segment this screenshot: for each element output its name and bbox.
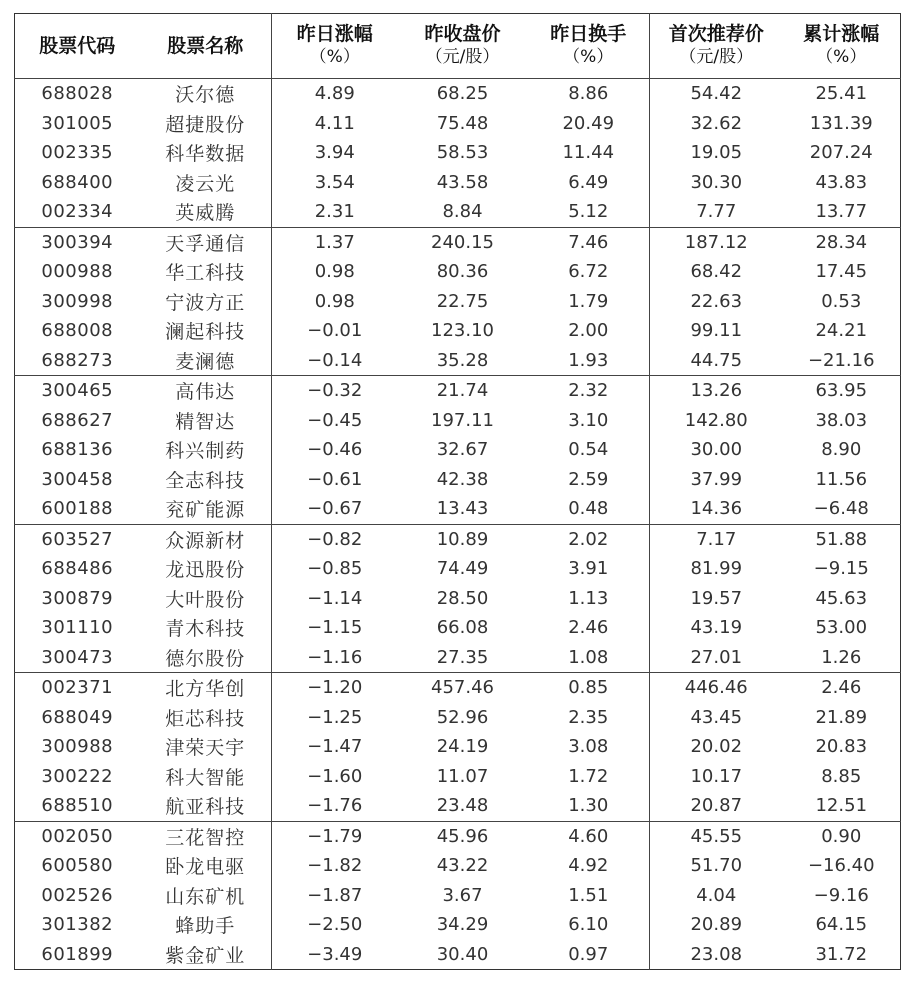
prev-turnover-cell: 2.02 <box>528 524 650 554</box>
prev-turnover-cell: 3.91 <box>528 554 650 584</box>
stock-name-cell: 龙迅股份 <box>140 554 272 584</box>
header-stock-code: 股票代码 <box>15 14 140 79</box>
prev-change-cell: −0.85 <box>307 558 363 580</box>
stock-code-cell: 000988 <box>41 261 114 283</box>
cumulative-change-cell: −21.16 <box>783 346 901 376</box>
prev-turnover-cell: 1.08 <box>528 643 650 673</box>
stock-code-cell: 688028 <box>41 83 114 105</box>
cumulative-change-cell: 8.90 <box>821 439 862 461</box>
stock-code-cell: 301382 <box>41 914 114 936</box>
header-first-rec-price: 首次推荐价 （元/股） <box>650 14 783 79</box>
prev-turnover-cell: 0.85 <box>528 673 650 703</box>
first-rec-price-cell: 7.17 <box>696 528 737 550</box>
stock-name-cell: 蜂助手 <box>140 910 272 940</box>
prev-close-cell: 3.67 <box>442 884 483 906</box>
table-row <box>15 851 901 881</box>
stock-name-cell: 北方华创 <box>140 673 272 703</box>
prev-close-cell: 27.35 <box>398 643 528 673</box>
table-row <box>15 791 901 821</box>
cumulative-change-cell: 12.51 <box>783 791 901 821</box>
prev-change-cell: −0.61 <box>307 468 363 490</box>
header-row <box>15 14 901 79</box>
prev-close-cell: 42.38 <box>436 468 489 490</box>
cumulative-change-cell: 20.83 <box>815 736 868 758</box>
prev-change-cell: −0.46 <box>307 439 363 461</box>
prev-change-cell: −1.60 <box>307 765 363 787</box>
cumulative-change-cell: 31.72 <box>815 943 868 965</box>
prev-turnover-cell: 3.08 <box>528 732 650 762</box>
prev-turnover-cell: 1.93 <box>528 346 650 376</box>
first-rec-price-cell: 142.80 <box>684 409 748 431</box>
prev-turnover-cell: 2.35 <box>528 703 650 733</box>
cumulative-change-cell: 53.00 <box>815 617 868 639</box>
prev-close-cell: 23.48 <box>398 791 528 821</box>
stock-name-cell: 科华数据 <box>140 138 272 168</box>
stock-name-cell: 华工科技 <box>140 257 272 287</box>
prev-change-cell: 4.11 <box>314 112 355 134</box>
cumulative-change-cell: 63.95 <box>815 380 868 402</box>
prev-change-cell: −1.16 <box>272 643 398 673</box>
first-rec-price-cell: 19.57 <box>690 587 743 609</box>
cumulative-change-cell: 0.90 <box>821 825 862 847</box>
prev-turnover-cell: 1.51 <box>528 881 650 911</box>
prev-close-cell: 197.11 <box>431 409 494 431</box>
stock-code-cell: 300465 <box>41 380 114 402</box>
stock-name-cell: 兖矿能源 <box>140 494 272 524</box>
stock-name-cell: 超捷股份 <box>140 109 272 139</box>
prev-turnover-cell: 6.72 <box>528 257 650 287</box>
prev-close-cell: 8.84 <box>398 197 528 227</box>
prev-change-cell: 0.98 <box>314 261 355 283</box>
stock-code-cell: 301110 <box>41 617 114 639</box>
stock-name-cell: 高伟达 <box>140 376 272 406</box>
prev-turnover-cell: 1.30 <box>528 791 650 821</box>
cumulative-change-cell: −9.15 <box>813 558 869 580</box>
table-row <box>15 109 901 139</box>
prev-close-cell: 75.48 <box>436 112 489 134</box>
table-row <box>15 287 901 317</box>
header-prev-close: 昨收盘价 （元/股） <box>398 14 528 79</box>
prev-close-cell: 28.50 <box>436 587 489 609</box>
prev-close-cell: 10.89 <box>436 528 489 550</box>
prev-change-cell: −1.15 <box>307 617 363 639</box>
table-row <box>15 435 901 465</box>
table-row <box>15 197 901 227</box>
stock-name-cell: 三花智控 <box>140 821 272 851</box>
prev-change-cell: −0.01 <box>307 320 363 342</box>
cumulative-change-cell: −6.48 <box>783 494 901 524</box>
stock-code-cell: 688273 <box>15 346 140 376</box>
first-rec-price-cell: 7.77 <box>650 197 783 227</box>
prev-change-cell: −1.14 <box>307 587 363 609</box>
table-row <box>15 316 901 346</box>
first-rec-price-cell: 19.05 <box>690 142 743 164</box>
first-rec-price-cell: 37.99 <box>690 468 743 490</box>
table-body <box>15 79 901 970</box>
prev-turnover-cell: 6.49 <box>528 168 650 198</box>
stock-name-cell: 科大智能 <box>140 762 272 792</box>
stock-name-cell: 精智达 <box>140 406 272 436</box>
prev-change-cell: −3.49 <box>307 943 363 965</box>
prev-turnover-cell: 0.97 <box>528 940 650 970</box>
stock-name-cell: 紫金矿业 <box>140 940 272 970</box>
prev-turnover-cell: 4.60 <box>528 821 650 851</box>
prev-change-cell: 3.54 <box>314 171 355 193</box>
first-rec-price-cell: 43.19 <box>690 617 743 639</box>
table-row <box>15 346 901 376</box>
stock-code-cell: 300222 <box>41 765 114 787</box>
prev-change-cell: −1.82 <box>307 855 363 877</box>
first-rec-price-cell: 30.00 <box>690 439 743 461</box>
table-row <box>15 821 901 851</box>
stock-code-cell: 300988 <box>41 736 114 758</box>
prev-turnover-cell: 8.86 <box>528 79 650 109</box>
cumulative-change-cell: 11.56 <box>815 468 868 490</box>
first-rec-price-cell: 54.42 <box>690 83 743 105</box>
stock-name-cell: 青木科技 <box>140 613 272 643</box>
cumulative-change-cell: 2.46 <box>821 677 862 699</box>
prev-change-cell: −0.32 <box>307 380 363 402</box>
cumulative-change-cell: 38.03 <box>815 409 868 431</box>
prev-turnover-cell: 4.92 <box>528 851 650 881</box>
prev-turnover-cell: 6.10 <box>528 910 650 940</box>
prev-close-cell: 13.43 <box>398 494 528 524</box>
first-rec-price-cell: 20.89 <box>690 914 743 936</box>
prev-turnover-cell: 7.46 <box>528 227 650 257</box>
cumulative-change-cell: 45.63 <box>815 587 868 609</box>
header-cumulative-change: 累计涨幅 （%） <box>783 14 901 79</box>
first-rec-price-cell: 32.62 <box>690 112 743 134</box>
stock-name-cell: 全志科技 <box>140 465 272 495</box>
first-rec-price-cell: 44.75 <box>650 346 783 376</box>
cumulative-change-cell: 17.45 <box>815 261 868 283</box>
prev-change-cell: −0.82 <box>307 528 363 550</box>
stock-table <box>14 13 901 970</box>
first-rec-price-cell: 30.30 <box>690 171 743 193</box>
stock-code-cell: 002050 <box>41 825 114 847</box>
stock-code-cell: 002526 <box>41 884 114 906</box>
first-rec-price-cell: 20.87 <box>650 791 783 821</box>
stock-name-cell: 卧龙电驱 <box>140 851 272 881</box>
first-rec-price-cell: 22.63 <box>690 290 743 312</box>
prev-turnover-cell: 5.12 <box>528 197 650 227</box>
cumulative-change-cell: 207.24 <box>809 142 873 164</box>
cumulative-change-cell: 8.85 <box>821 765 862 787</box>
cumulative-change-cell: 13.77 <box>783 197 901 227</box>
stock-code-cell: 300879 <box>41 587 114 609</box>
table-row <box>15 762 901 792</box>
prev-close-cell: 34.29 <box>436 914 489 936</box>
stock-name-cell: 凌云光 <box>140 168 272 198</box>
header-prev-change: 昨日涨幅 （%） <box>272 14 398 79</box>
stock-name-cell: 英威腾 <box>140 197 272 227</box>
stock-name-cell: 宁波方正 <box>140 287 272 317</box>
prev-close-cell: 80.36 <box>436 261 489 283</box>
table-row <box>15 910 901 940</box>
prev-change-cell: 3.94 <box>314 142 355 164</box>
first-rec-price-cell: 27.01 <box>650 643 783 673</box>
prev-change-cell: −0.14 <box>272 346 398 376</box>
cumulative-change-cell: 43.83 <box>815 171 868 193</box>
stock-code-cell: 603527 <box>41 528 114 550</box>
prev-turnover-cell: 11.44 <box>528 138 650 168</box>
table-row <box>15 227 901 257</box>
prev-close-cell: 43.22 <box>436 855 489 877</box>
prev-turnover-cell: 0.54 <box>528 435 650 465</box>
cumulative-change-cell: 25.41 <box>815 83 868 105</box>
table-row <box>15 643 901 673</box>
prev-change-cell: −1.20 <box>307 677 363 699</box>
stock-name-cell: 大叶股份 <box>140 584 272 614</box>
prev-turnover-cell: 1.13 <box>528 584 650 614</box>
stock-code-cell: 688136 <box>41 439 114 461</box>
stock-name-cell: 津荣天宇 <box>140 732 272 762</box>
stock-name-cell: 澜起科技 <box>140 316 272 346</box>
prev-close-cell: 21.74 <box>436 380 489 402</box>
first-rec-price-cell: 446.46 <box>684 677 748 699</box>
prev-close-cell: 66.08 <box>436 617 489 639</box>
header-prev-turnover: 昨日换手 （%） <box>528 14 650 79</box>
first-rec-price-cell: 20.02 <box>690 736 743 758</box>
first-rec-price-cell: 13.26 <box>690 380 743 402</box>
stock-name-cell: 麦澜德 <box>140 346 272 376</box>
stock-code-cell: 688008 <box>41 320 114 342</box>
table-row <box>15 79 901 109</box>
first-rec-price-cell: 43.45 <box>690 706 743 728</box>
table-row <box>15 584 901 614</box>
table-row <box>15 732 901 762</box>
stock-code-cell: 300394 <box>41 231 114 253</box>
prev-turnover-cell: 2.46 <box>528 613 650 643</box>
first-rec-price-cell: 187.12 <box>684 231 748 253</box>
prev-close-cell: 45.96 <box>436 825 489 847</box>
prev-change-cell: −1.47 <box>307 736 363 758</box>
first-rec-price-cell: 68.42 <box>690 261 743 283</box>
first-rec-price-cell: 51.70 <box>690 855 743 877</box>
stock-code-cell: 300998 <box>41 290 114 312</box>
first-rec-price-cell: 4.04 <box>696 884 737 906</box>
prev-close-cell: 240.15 <box>431 231 494 253</box>
prev-turnover-cell: 20.49 <box>528 109 650 139</box>
cumulative-change-cell: 1.26 <box>783 643 901 673</box>
stock-code-cell: 002335 <box>41 142 114 164</box>
stock-code-cell: 688510 <box>15 791 140 821</box>
table-row <box>15 613 901 643</box>
header-stock-name: 股票名称 <box>140 14 272 79</box>
prev-turnover-cell: 1.79 <box>528 287 650 317</box>
prev-change-cell: −1.79 <box>307 825 363 847</box>
first-rec-price-cell: 81.99 <box>690 558 743 580</box>
table-row <box>15 881 901 911</box>
stock-code-cell: 688400 <box>41 171 114 193</box>
stock-name-cell: 众源新材 <box>140 524 272 554</box>
prev-change-cell: 0.98 <box>314 290 355 312</box>
prev-change-cell: −0.45 <box>307 409 363 431</box>
table-row <box>15 494 901 524</box>
prev-close-cell: 22.75 <box>436 290 489 312</box>
cumulative-change-cell: 64.15 <box>815 914 868 936</box>
prev-turnover-cell: 3.10 <box>528 406 650 436</box>
table-row <box>15 524 901 554</box>
table-row <box>15 673 901 703</box>
prev-turnover-cell: 2.59 <box>528 465 650 495</box>
stock-code-cell: 688627 <box>41 409 114 431</box>
table-row <box>15 465 901 495</box>
table-row <box>15 257 901 287</box>
first-rec-price-cell: 23.08 <box>690 943 743 965</box>
prev-close-cell: 24.19 <box>436 736 489 758</box>
table-row <box>15 554 901 584</box>
stock-code-cell: 600188 <box>15 494 140 524</box>
prev-close-cell: 74.49 <box>436 558 489 580</box>
stock-name-cell: 天孚通信 <box>140 227 272 257</box>
prev-close-cell: 52.96 <box>436 706 489 728</box>
stock-name-cell: 炬芯科技 <box>140 703 272 733</box>
stock-name-cell: 德尔股份 <box>140 643 272 673</box>
stock-code-cell: 601899 <box>41 943 114 965</box>
prev-close-cell: 43.58 <box>436 171 489 193</box>
prev-change-cell: −1.25 <box>307 706 363 728</box>
stock-code-cell: 300458 <box>41 468 114 490</box>
prev-change-cell: 4.89 <box>314 83 355 105</box>
stock-code-cell: 600580 <box>41 855 114 877</box>
first-rec-price-cell: 45.55 <box>690 825 743 847</box>
stock-name-cell: 山东矿机 <box>140 881 272 911</box>
table-row <box>15 376 901 406</box>
cumulative-change-cell: −9.16 <box>813 884 869 906</box>
prev-turnover-cell: 0.48 <box>528 494 650 524</box>
stock-code-cell: 688049 <box>41 706 114 728</box>
prev-change-cell: 1.37 <box>314 231 355 253</box>
prev-change-cell: −0.67 <box>272 494 398 524</box>
cumulative-change-cell: 21.89 <box>815 706 868 728</box>
prev-change-cell: −1.76 <box>272 791 398 821</box>
stock-name-cell: 科兴制药 <box>140 435 272 465</box>
prev-close-cell: 11.07 <box>436 765 489 787</box>
cumulative-change-cell: 28.34 <box>815 231 868 253</box>
prev-turnover-cell: 2.00 <box>528 316 650 346</box>
prev-turnover-cell: 1.72 <box>528 762 650 792</box>
prev-turnover-cell: 2.32 <box>528 376 650 406</box>
prev-change-cell: −1.87 <box>307 884 363 906</box>
prev-close-cell: 123.10 <box>431 320 494 342</box>
prev-close-cell: 35.28 <box>398 346 528 376</box>
prev-change-cell: −2.50 <box>307 914 363 936</box>
first-rec-price-cell: 10.17 <box>690 765 743 787</box>
stock-code-cell: 301005 <box>41 112 114 134</box>
stock-code-cell: 002334 <box>15 197 140 227</box>
stock-code-cell: 688486 <box>41 558 114 580</box>
prev-close-cell: 58.53 <box>436 142 489 164</box>
first-rec-price-cell: 14.36 <box>650 494 783 524</box>
cumulative-change-cell: 131.39 <box>809 112 873 134</box>
stock-code-cell: 300473 <box>15 643 140 673</box>
stock-code-cell: 002371 <box>41 677 114 699</box>
cumulative-change-cell: 51.88 <box>815 528 868 550</box>
prev-close-cell: 32.67 <box>436 439 489 461</box>
prev-close-cell: 30.40 <box>436 943 489 965</box>
prev-close-cell: 457.46 <box>431 677 494 699</box>
stock-name-cell: 沃尔德 <box>140 79 272 109</box>
first-rec-price-cell: 99.11 <box>690 320 743 342</box>
prev-close-cell: 68.25 <box>436 83 489 105</box>
stock-name-cell: 航亚科技 <box>140 791 272 821</box>
table-row <box>15 168 901 198</box>
cumulative-change-cell: −16.40 <box>807 855 875 877</box>
prev-change-cell: 2.31 <box>272 197 398 227</box>
table-row <box>15 940 901 970</box>
cumulative-change-cell: 24.21 <box>815 320 868 342</box>
table-row <box>15 703 901 733</box>
table-row <box>15 138 901 168</box>
table-row <box>15 406 901 436</box>
cumulative-change-cell: 0.53 <box>821 290 862 312</box>
